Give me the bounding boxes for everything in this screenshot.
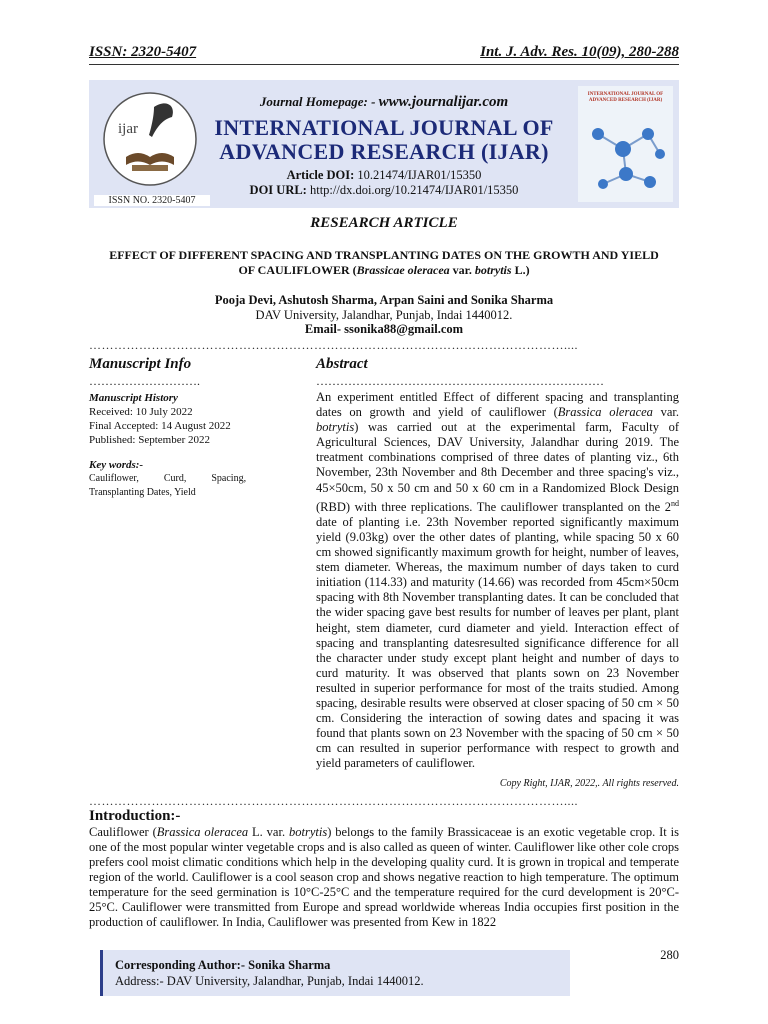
corresponding-address: Address:- DAV University, Jalandhar, Punjab, Indai 1440012. — [115, 974, 424, 988]
journal-banner — [89, 80, 679, 208]
header-rule — [89, 64, 679, 65]
intro-var: L. var. — [248, 825, 289, 839]
corresponding-author: Corresponding Author:- Sonika Sharma — [115, 958, 331, 972]
keywords-line2: Transplanting Dates, Yield — [89, 487, 196, 498]
divider-dots-top: …………………………………………………………………………………………………….... — [89, 338, 578, 352]
logo-issn: ISSN NO. 2320-5407 — [94, 195, 210, 206]
cover-title: INTERNATIONAL JOURNAL OF ADVANCED RESEARCH (IJAR) — [587, 92, 664, 103]
doi-url-label: DOI URL: — [249, 183, 307, 197]
doi-label: Article DOI: — [286, 168, 355, 182]
abstract-var: var. — [652, 405, 679, 420]
received-date: Received: 10 July 2022 — [89, 406, 193, 418]
article-type: RESEARCH ARTICLE — [310, 215, 458, 231]
doi-value: 10.21474/IJAR01/15350 — [357, 168, 482, 182]
published-date: Published: September 2022 — [89, 434, 210, 446]
title-cultivar: botrytis — [474, 263, 512, 277]
title-var: var. — [449, 263, 475, 277]
issn-header: ISSN: 2320-5407 — [89, 44, 197, 60]
doi-url-link[interactable]: http://dx.doi.org/10.21474/IJAR01/15350 — [309, 183, 519, 197]
authors: Pooja Devi, Ashutosh Sharma, Arpan Saini and Sonika Sharma — [214, 293, 554, 307]
intro-cultivar: botrytis — [288, 825, 328, 839]
title-line2 — [89, 263, 679, 278]
abstract-part2: ) was carried out at the experimental farm, Faculty of Agricultural Sciences, DAV University, Jalandhar during 2019. The treatment combinations comprised of three dates of planting viz., 6th November, 23th November and 8th December and three spacing's viz., 45×50cm, 50 x 50 cm and 50 x 60 cm in a Randomized Block Design (RBD) with three replications. The cauliflower transplanted on the 2 — [316, 420, 679, 514]
citation-header: Int. J. Adv. Res. 10(09), 280-288 — [480, 44, 679, 60]
journal-title-line1: INTERNATIONAL JOURNAL OF — [214, 115, 554, 140]
abstract-cultivar: botrytis — [316, 420, 355, 435]
molecule-graphic — [578, 104, 673, 200]
intro-part1: Cauliflower ( — [89, 825, 157, 839]
copyright: Copy Right, IJAR, 2022,. All rights reserved. — [499, 778, 679, 789]
abstract-species: Brassica oleracea — [557, 405, 653, 420]
affiliation: DAV University, Jalandhar, Punjab, Indai 1440012. — [255, 308, 513, 322]
homepage-link[interactable]: www.journalijar.com — [378, 94, 509, 110]
title-line1: EFFECT OF DIFFERENT SPACING AND TRANSPLANTING DATES ON THE GROWTH AND YIELD — [109, 248, 659, 262]
abstract-superscript: nd — [671, 498, 679, 508]
keywords-label: Key words:- — [89, 459, 144, 471]
journal-cover-image — [578, 86, 673, 202]
abstract-part3: date of planting i.e. 23th November reported significantly maximum yield (9.03kg) over the other dates of planting, while spacing 50 x 60 cm showed significantly maximum growth for height, number of leaves, stem diameter. Whereas, the maximum number of days taken to curd initiation (114.33) and maturity (14.66) was recorded from 45cm×50cm spacing with 8th November transplanting dates. It can be concluded that the wider spacing gave best results for number of leaves per plant, plant height, stem diameter, curd diameter and yield. Interaction effect of spacing and transplanting datesresulted significance difference for all the character under study except plant height and number of days to curd maturity. It was observed that plants sown on 23 November resulted in superior performance for most of the traits studied. Among spacing, desirable results were observed at closer spacing of 50 cm × 50 cm. Considering the interaction of sowing dates and spacing it was found that plants sown on 23 November with the spacing of 50 cm × 50 cm can resulted in superior performance with respect to growth and yield parameters of cauliflower. — [316, 514, 679, 771]
abstract-part1: An experiment entitled Effect of different spacing and transplanting dates on growth and yield of cauliflower ( — [316, 390, 679, 420]
accepted-date: Final Accepted: 14 August 2022 — [89, 420, 231, 432]
abstract-text — [316, 390, 679, 772]
manuscript-dots: ………………………. — [89, 374, 200, 388]
abstract-heading: Abstract — [316, 356, 368, 372]
manuscript-info-heading: Manuscript Info — [89, 356, 192, 372]
intro-part2: ) belongs to the family Brassicaceae is an exotic vegetable crop. It is one of the most popular winter vegetable crops and is also called as queen of winter. Cauliflower like other cole crops prefers cool moist climatic conditions which help in the developing quality curd. It is grown in tropical and temperate region of the world. Cauliflower is a cool season crop and shows negative reaction to high temperature. The optimum temperature for the seed germination is 10°C-25°C and the temperature required for the curd development is 20°C-25°C. Cauliflower were transmitted from Europe and spread worldwide whereas India occupies first position in the production of cauliflower. In India, Cauliflower was presented from Kew in 1822 — [89, 825, 679, 929]
keywords-block — [89, 458, 259, 500]
manuscript-history — [89, 391, 289, 447]
abstract-dots: ……………………………………………………………… — [316, 374, 604, 388]
corresponding-author-box — [100, 950, 570, 996]
page-number: 280 — [660, 948, 679, 962]
introduction-text — [89, 825, 679, 930]
title-species: Brassicae oleracea — [356, 263, 450, 277]
article-title — [89, 248, 679, 278]
divider-dots-bottom: …………………………………………………………………………………………………….... — [89, 794, 578, 808]
email[interactable]: Email- ssonika88@gmail.com — [304, 322, 464, 336]
introduction-heading: Introduction:- — [89, 808, 181, 824]
logo-text: ijar — [118, 121, 138, 137]
journal-title-line2: ADVANCED RESEARCH (IJAR) — [219, 139, 549, 164]
title-suffix: L.) — [511, 263, 530, 277]
title-prefix: OF CAULIFLOWER ( — [238, 263, 357, 277]
history-label: Manuscript History — [89, 392, 178, 404]
homepage-label: Journal Homepage: - — [259, 94, 376, 109]
keywords-line1: Cauliflower, Curd, Spacing, — [89, 473, 247, 484]
intro-species: Brassica oleracea — [156, 825, 249, 839]
